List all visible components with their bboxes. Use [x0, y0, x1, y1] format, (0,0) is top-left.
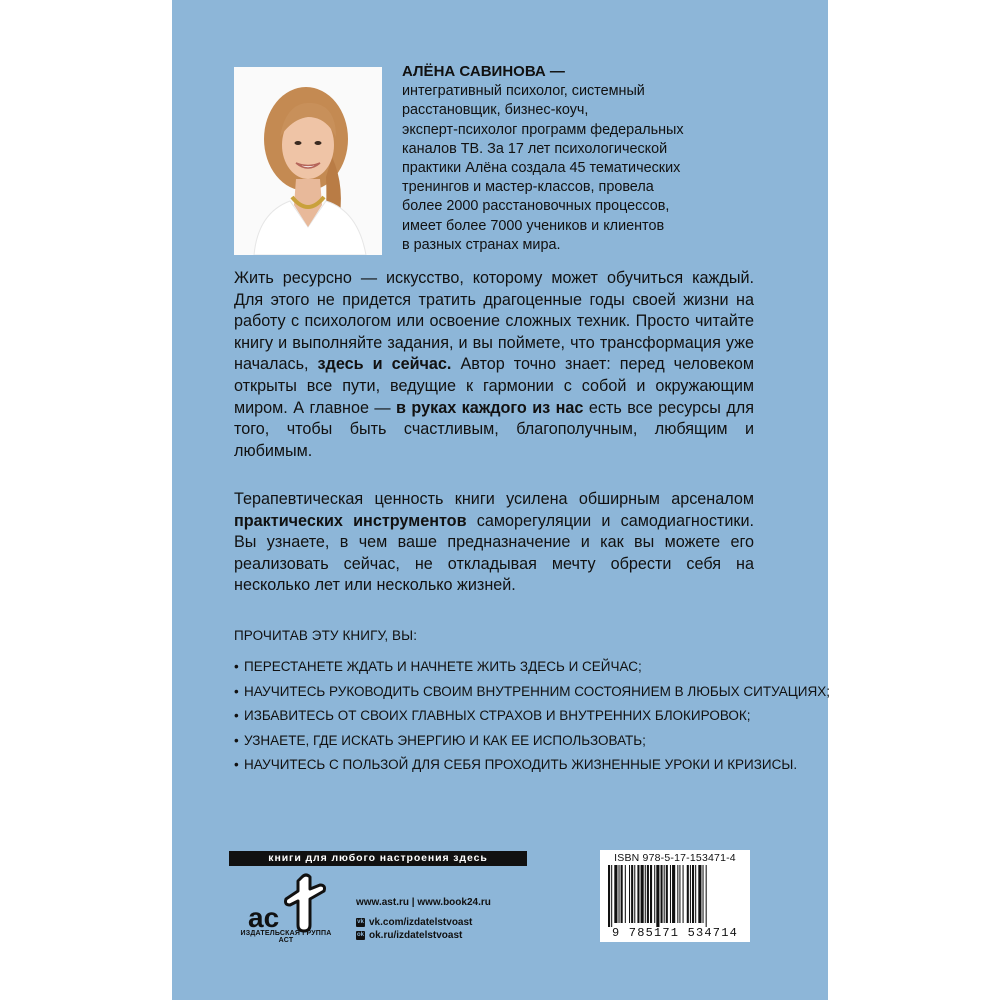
list-item — [234, 704, 774, 729]
description-paragraph-2 — [234, 489, 754, 597]
bullet-icon: • — [234, 659, 239, 674]
author-name: АЛЁНА САВИНОВА — — [402, 63, 565, 80]
ast-logo — [240, 871, 330, 935]
barcode-bars — [604, 865, 746, 927]
barcode-bar — [641, 865, 644, 923]
ok-icon: ok — [356, 932, 364, 938]
publisher-label: ИЗДАТЕЛЬСКАЯ ГРУППА АСТ — [240, 930, 332, 944]
author-bio-line: имеет более 7000 учеников и клиентов — [402, 217, 665, 234]
list-item-text: ИЗБАВИТЕСЬ ОТ СВОИХ ГЛАВНЫХ СТРАХОВ И ВНУТРЕННИХ БЛОКИРОВОК; — [244, 708, 751, 723]
vk-icon: vk — [357, 919, 364, 925]
barcode-bar — [683, 865, 684, 923]
barcode-bar — [670, 865, 671, 923]
description-paragraph-1 — [234, 268, 754, 462]
barcode-bar — [661, 865, 663, 923]
barcode-bar — [650, 865, 652, 923]
paragraph-text: Терапевтическая ценность книги усилена обширным арсеналом — [234, 490, 754, 508]
author-bio-line: каналов ТВ. За 17 лет психологической — [402, 140, 668, 157]
barcode-bar — [608, 865, 610, 927]
author-bio-line: в разных странах мира. — [402, 236, 561, 253]
author-photo — [234, 67, 382, 255]
barcode-bar — [625, 865, 626, 923]
list-item-text: НАУЧИТЕСЬ РУКОВОДИТЬ СВОИМ ВНУТРЕННИМ СОСТОЯНИЕМ В ЛЮБЫХ СИТУАЦИЯХ; — [244, 683, 830, 699]
paragraph-text: Автор точно знает: перед человеком открыты все пути, ведущие к гармонии с собой и окружающим миром. А главное — — [234, 355, 755, 417]
list-item — [234, 680, 830, 705]
author-bio — [402, 62, 742, 255]
barcode-bar — [687, 865, 689, 923]
barcode-bar — [698, 865, 701, 923]
barcode-bar — [621, 865, 623, 923]
bullet-icon: • — [234, 683, 239, 699]
vk-link[interactable] — [356, 917, 472, 928]
paragraph-emphasis: здесь и сейчас. — [317, 355, 452, 374]
benefits-list — [234, 655, 830, 778]
author-bio-line: расстановщик, бизнес-коуч, — [402, 102, 589, 119]
barcode-bar — [706, 865, 707, 927]
author-bio-line: эксперт-психолог программ федеральных — [402, 121, 684, 138]
list-item-text: УЗНАЕТЕ, ГДЕ ИСКАТЬ ЭНЕРГИЮ И КАК ЕЕ ИСПОЛЬЗОВАТЬ; — [244, 732, 646, 748]
paragraph-text: Жить ресурсно — искусство, которому может обучиться каждый. Для этого не придется тратить драгоценные годы своей жизни на работу с психологом или освоение сложных техник. Просто читайте книгу и выполняйте задания, и вы поймете, что трансформация уже началась, — [234, 269, 754, 374]
barcode-bar — [703, 865, 704, 923]
list-item-text: ПЕРЕСТАНЕТЕ ЖДАТЬ И НАЧНЕТЕ ЖИТЬ ЗДЕСЬ И СЕЙЧАС; — [244, 659, 642, 674]
barcode-digits: 9 785171 534714 — [611, 926, 739, 940]
bullet-icon: • — [234, 757, 239, 772]
barcode-bar — [672, 865, 675, 923]
author-bio-line: практики Алёна создала 45 тематических — [402, 160, 681, 177]
barcode-bar — [645, 865, 646, 923]
paragraph-emphasis: практических инструментов — [234, 511, 467, 530]
author-portrait-image — [234, 67, 382, 255]
bullet-icon: • — [234, 708, 239, 723]
barcode-bar — [677, 865, 678, 923]
barcode-bar — [637, 865, 639, 923]
series-tagline: книги для любого настроения здесь — [229, 851, 527, 866]
barcode-bar — [654, 865, 655, 923]
author-bio-line: более 2000 расстановочных процессов, — [402, 198, 670, 215]
barcode-bar — [679, 865, 680, 923]
barcode-bar — [664, 865, 665, 923]
ast-logo-icon — [240, 871, 330, 935]
benefits-heading: ПРОЧИТАВ ЭТУ КНИГУ, ВЫ: — [234, 628, 418, 643]
barcode-bar — [656, 865, 659, 927]
paragraph-text: саморегуляции и самодиагностики. Вы узнаете, в чем ваше предназначение и как вы можете его реализовать сейчас, не откладывая мечту обрести себя на несколько лет или несколько жизней. — [234, 511, 754, 595]
paragraph-emphasis: в руках каждого из нас — [396, 398, 584, 417]
author-bio-line: интегративный психолог, системный — [402, 83, 645, 100]
barcode-bar — [634, 865, 635, 923]
ok-link[interactable] — [356, 930, 462, 941]
barcode-bar — [611, 865, 612, 927]
list-item — [234, 655, 774, 680]
author-bio-line: тренингов и мастер-классов, провела — [402, 179, 654, 196]
list-item — [234, 729, 774, 754]
vk-link-text: vk.com/izdatelstvoast — [369, 917, 473, 928]
barcode-bar — [631, 865, 633, 923]
website-links[interactable]: www.ast.ru | www.book24.ru — [356, 897, 491, 908]
ok-link-text: ok.ru/izdatelstvoast — [369, 930, 463, 941]
barcode-bar — [692, 865, 694, 923]
barcode-bar — [614, 865, 617, 923]
list-item — [234, 753, 798, 778]
barcode-bar — [695, 865, 696, 923]
barcode-bar — [690, 865, 691, 923]
barcode-bar — [666, 865, 668, 923]
logo-text: ac — [248, 902, 280, 933]
list-item-text: НАУЧИТЕСЬ С ПОЛЬЗОЙ ДЛЯ СЕБЯ ПРОХОДИТЬ ЖИЗНЕННЫЕ УРОКИ И КРИЗИСЫ. — [244, 757, 798, 772]
barcode-bar — [647, 865, 649, 923]
isbn-barcode — [600, 850, 750, 942]
paragraph-text: есть все ресурсы для того, чтобы быть счастливым, благополучным, любящим и любимым. — [234, 398, 754, 460]
isbn-number: ISBN 978-5-17-153471-4 — [614, 852, 736, 864]
barcode-bar — [619, 865, 620, 923]
barcode-bar — [629, 865, 630, 923]
bullet-icon: • — [234, 732, 239, 748]
